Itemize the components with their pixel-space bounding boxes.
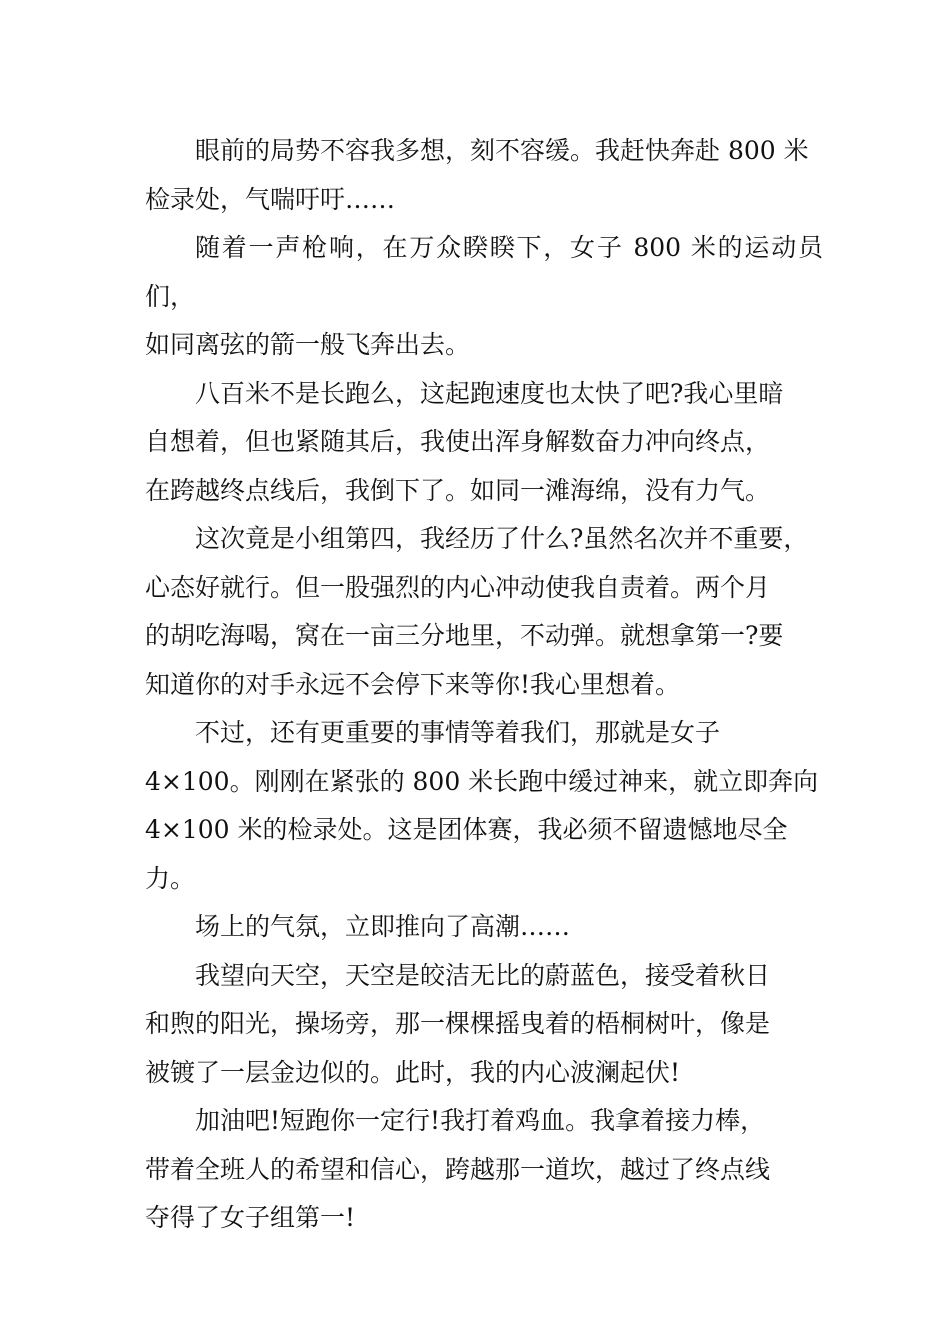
- paragraph-3: 八百米不是长跑么，这起跑速度也太快了吧?我心里暗 自想着，但也紧随其后，我使出浑身解数奋力冲向终点， 在跨越终点线后，我倒下了。如同一滩海绵，没有力气。: [145, 378, 784, 505]
- paragraph-6: 场上的气氛，立即推向了高潮……: [195, 912, 571, 941]
- paragraph-2: 随着一声枪响，在万众睽睽下，女子 800 米的运动员们， 如同离弦的箭一般飞奔出去。: [145, 233, 823, 359]
- article-body: [145, 127, 823, 1243]
- paragraph-7: 我望向天空，天空是皎洁无比的蔚蓝色，接受着秋日 和煦的阳光，操场旁，那一棵棵摇曳着的梧桐树叶，像是 被镀了一层金边似的。此时，我的内心波澜起伏!: [145, 960, 771, 1087]
- paragraph-8: 加油吧!短跑你一定行!我打着鸡血。我拿着接力棒， 带着全班人的希望和信心，跨越那一道坎，越过了终点线 夺得了女子组第一!: [145, 1106, 771, 1232]
- paragraph-5: 不过，还有更重要的事情等着我们，那就是女子 4×100。刚刚在紧张的 800 米长跑中缓过神来，就立即奔向 4×100 米的检录处。这是团体赛，我必须不留遗憾地尽全 力。: [145, 718, 819, 893]
- paragraph-4: 这次竟是小组第四，我经历了什么?虽然名次并不重要， 心态好就行。但一股强烈的内心冲动使我自责着。两个月 的胡吃海喝，窝在一亩三分地里，不动弹。就想拿第一?要 知道你的对手永远不会停下来等你!我心里想着。: [145, 524, 809, 699]
- paragraph-1: 眼前的局势不容我多想，刻不容缓。我赶快奔赴 800 米 检录处，气喘吁吁……: [145, 136, 809, 214]
